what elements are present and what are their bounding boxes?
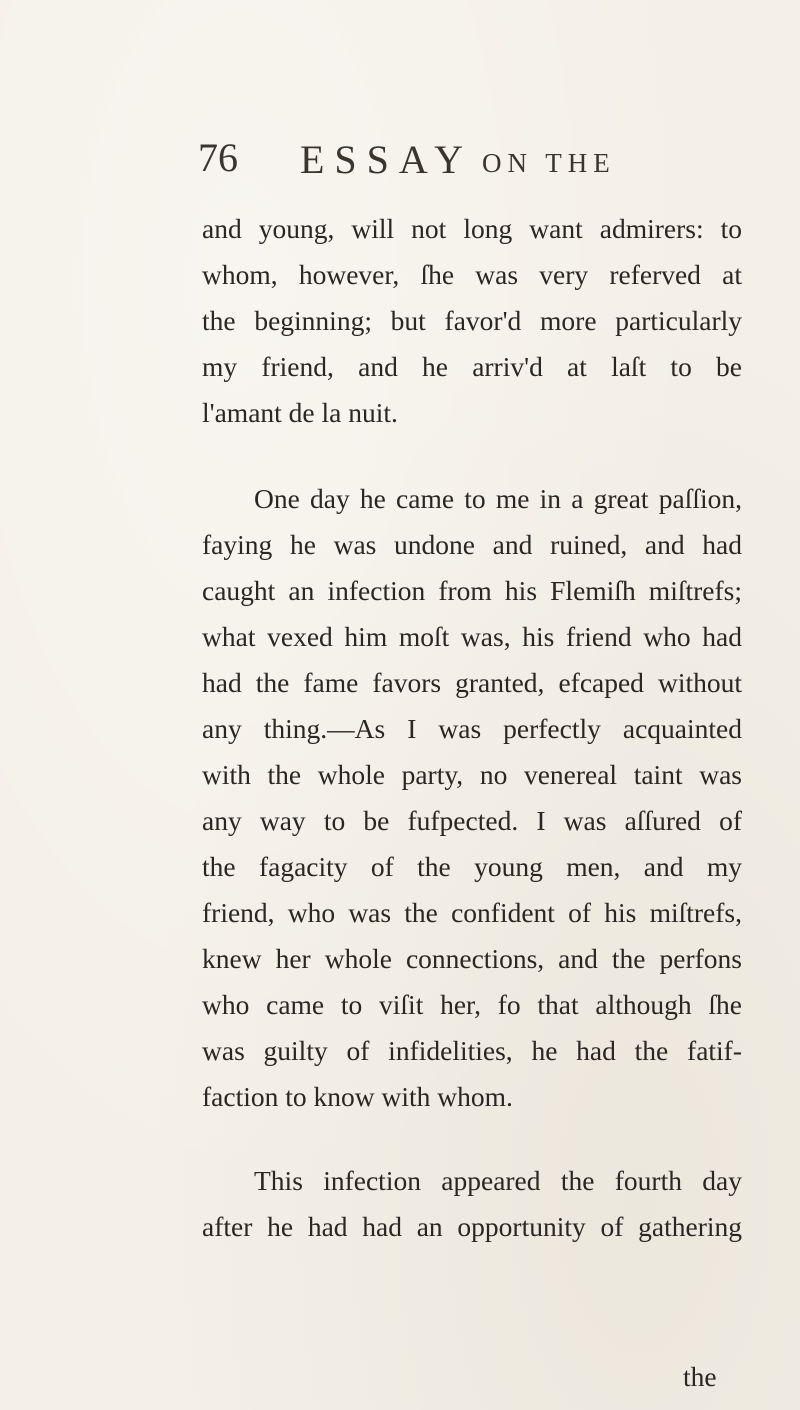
text-line: knew her whole connections, and the perfons bbox=[202, 943, 742, 974]
paragraph-gap bbox=[202, 436, 742, 476]
text-line: after he had had an opportunity of gathering bbox=[202, 1211, 742, 1242]
text-line: the fagacity of the young men, and my bbox=[202, 851, 742, 882]
text-line: faying he was undone and ruined, and had bbox=[202, 529, 742, 560]
text-line: any way to be fufpected. I was aſſured of bbox=[202, 805, 742, 836]
running-head-subtitle: ON THE bbox=[482, 148, 616, 178]
page-number: 76 bbox=[198, 135, 238, 180]
text-line: had the fame favors granted, efcaped without bbox=[202, 667, 742, 698]
text-line: caught an infection from his Flemiſh miſtrefs; bbox=[202, 575, 742, 606]
text-line: and young, will not long want admirers: to bbox=[202, 213, 742, 244]
text-line: with the whole party, no venereal taint was bbox=[202, 759, 742, 790]
paragraph bbox=[202, 476, 742, 1120]
text-line: whom, however, ſhe was very referved at bbox=[202, 259, 742, 290]
text-line: l'amant de la nuit. bbox=[202, 397, 398, 428]
paragraph-gap bbox=[202, 1120, 742, 1158]
text-line: who came to viſit her, fo that although ſhe bbox=[202, 989, 742, 1020]
paragraph bbox=[202, 1158, 742, 1250]
text-line: One day he came to me in a great paſſion, bbox=[254, 483, 742, 514]
text-line: the beginning; but favor'd more particularly bbox=[202, 305, 742, 336]
text-line: faction to know with whom. bbox=[202, 1081, 513, 1112]
running-head-title: ESSAY bbox=[300, 137, 474, 182]
text-line: friend, who was the confident of his miſtrefs, bbox=[202, 897, 742, 928]
catchword: the bbox=[683, 1361, 717, 1392]
text-line: was guilty of infidelities, he had the fatif- bbox=[202, 1035, 742, 1066]
body-text bbox=[202, 206, 742, 1250]
text-line: This infection appeared the fourth day bbox=[254, 1165, 742, 1196]
text-line: my friend, and he arriv'd at laſt to be bbox=[202, 351, 742, 382]
paragraph bbox=[202, 206, 742, 436]
text-line: any thing.—As I was perfectly acquainted bbox=[202, 713, 742, 744]
text-line: what vexed him moſt was, his friend who had bbox=[202, 621, 742, 652]
